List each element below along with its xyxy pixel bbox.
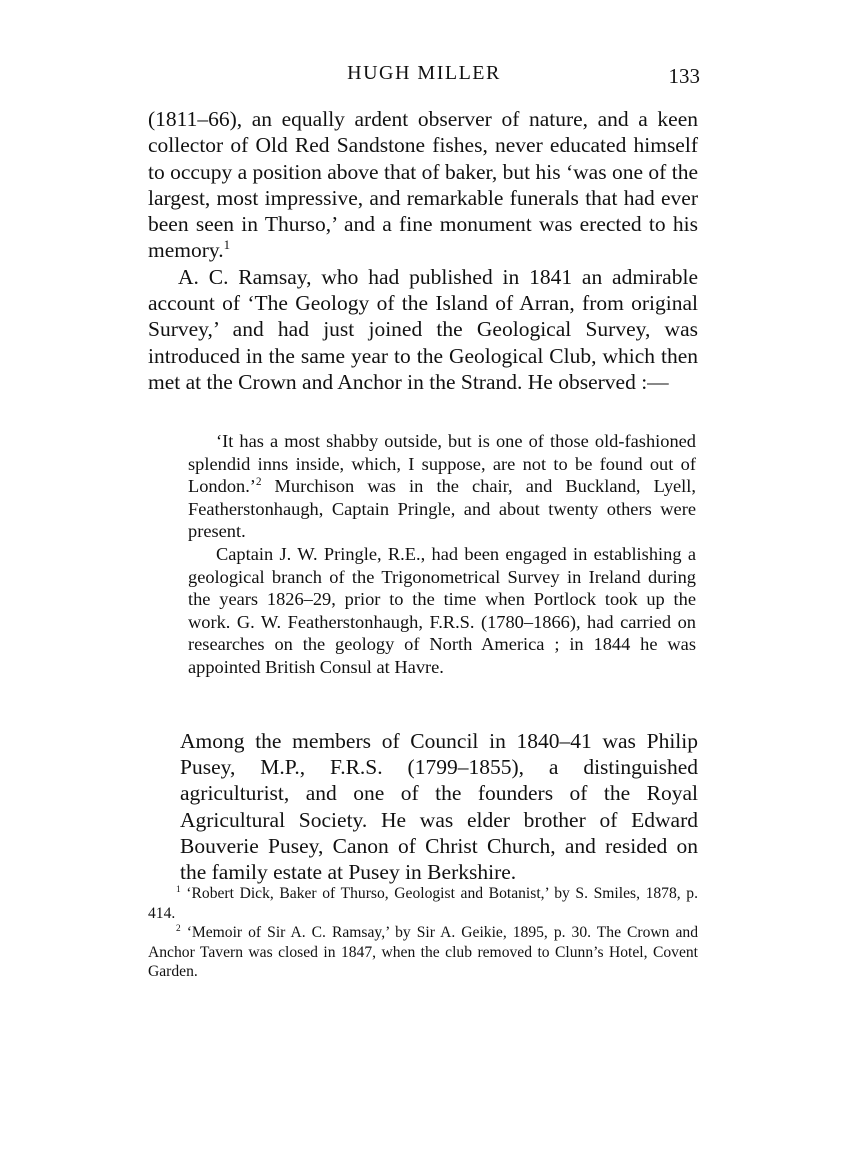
paragraph-dick bbox=[148, 106, 698, 264]
footnote-mark-1: 1 bbox=[176, 884, 181, 895]
paragraph-pusey: Among the members of Council in 1840–41 was Philip Pusey, M.P., F.R.S. (1799–1855), a distinguished agriculturist, and one of the founders of the Royal Agricultural Society. He was elder brother of Edward Bouverie Pusey, Canon of Christ Church, and resided on the family estate at Pusey in Berkshire. bbox=[180, 729, 698, 885]
footnote-text-1: ‘Robert Dick, Baker of Thurso, Geologist and Botanist,’ by S. Smiles, 1878, p. 414. bbox=[148, 885, 698, 922]
quote-text: ‘It has a most shabby outside, but is one of those old-fashioned splendid inns inside, which, I suppose, are not to be found out of London.’ bbox=[188, 431, 696, 497]
footnote-ref-2: 2 bbox=[255, 476, 262, 489]
page-header bbox=[148, 62, 700, 92]
footnote-text-2: ‘Memoir of Sir A. C. Ramsay,’ by Sir A. Geikie, 1895, p. 30. The Crown and Anchor Tavern was closed in 1847, when the club removed to Clunn’s Hotel, Covent Garden. bbox=[148, 924, 698, 981]
main-text-bottom bbox=[180, 728, 698, 885]
paragraph-ramsay: A. C. Ramsay, who had published in 1841 an admirable account of ‘The Geology of the Island of Arran, from original Survey,’ and had just joined the Geological Survey, was introduced in the same year to the Geological Club, which then met at the Crown and Anchor in the Strand. He observed :— bbox=[148, 264, 698, 394]
footnotes bbox=[148, 884, 698, 982]
footnote-2 bbox=[148, 923, 698, 982]
main-text-top bbox=[148, 106, 698, 395]
footnote-ref-1: 1 bbox=[223, 238, 231, 253]
page-number: 133 bbox=[668, 64, 700, 88]
footnote-1 bbox=[148, 884, 698, 923]
running-head: HUGH MILLER bbox=[347, 62, 501, 84]
paragraph-text: (1811–66), an equally ardent observer of nature, and a keen collector of Old Red Sandstone fishes, never educated himself to occupy a position above that of baker, but his ‘was one of the largest, most impressive, and remarkable funerals that had ever been seen in Thurso,’ and a fine monument was erected to his memory. bbox=[148, 107, 698, 263]
quote-paragraph-pringle: Captain J. W. Pringle, R.E., had been engaged in establishing a geological branch of the Trigonometrical Survey in Ireland during the years 1826–29, prior to the time when Portlock took up the work. G. W. Featherstonhaugh, F.R.S. (1780–1866), had carried on researches on the geology of North America ; in 1844 he was appointed British Consul at Havre. bbox=[188, 543, 696, 677]
block-quote bbox=[188, 430, 696, 679]
quote-paragraph-ramsay bbox=[188, 430, 696, 543]
footnote-mark-2: 2 bbox=[176, 924, 181, 934]
quote-text-continued: Murchison was in the chair, and Buckland, Lyell, Featherstonhaugh, Captain Pringle, and about twenty others were present. bbox=[188, 476, 696, 542]
